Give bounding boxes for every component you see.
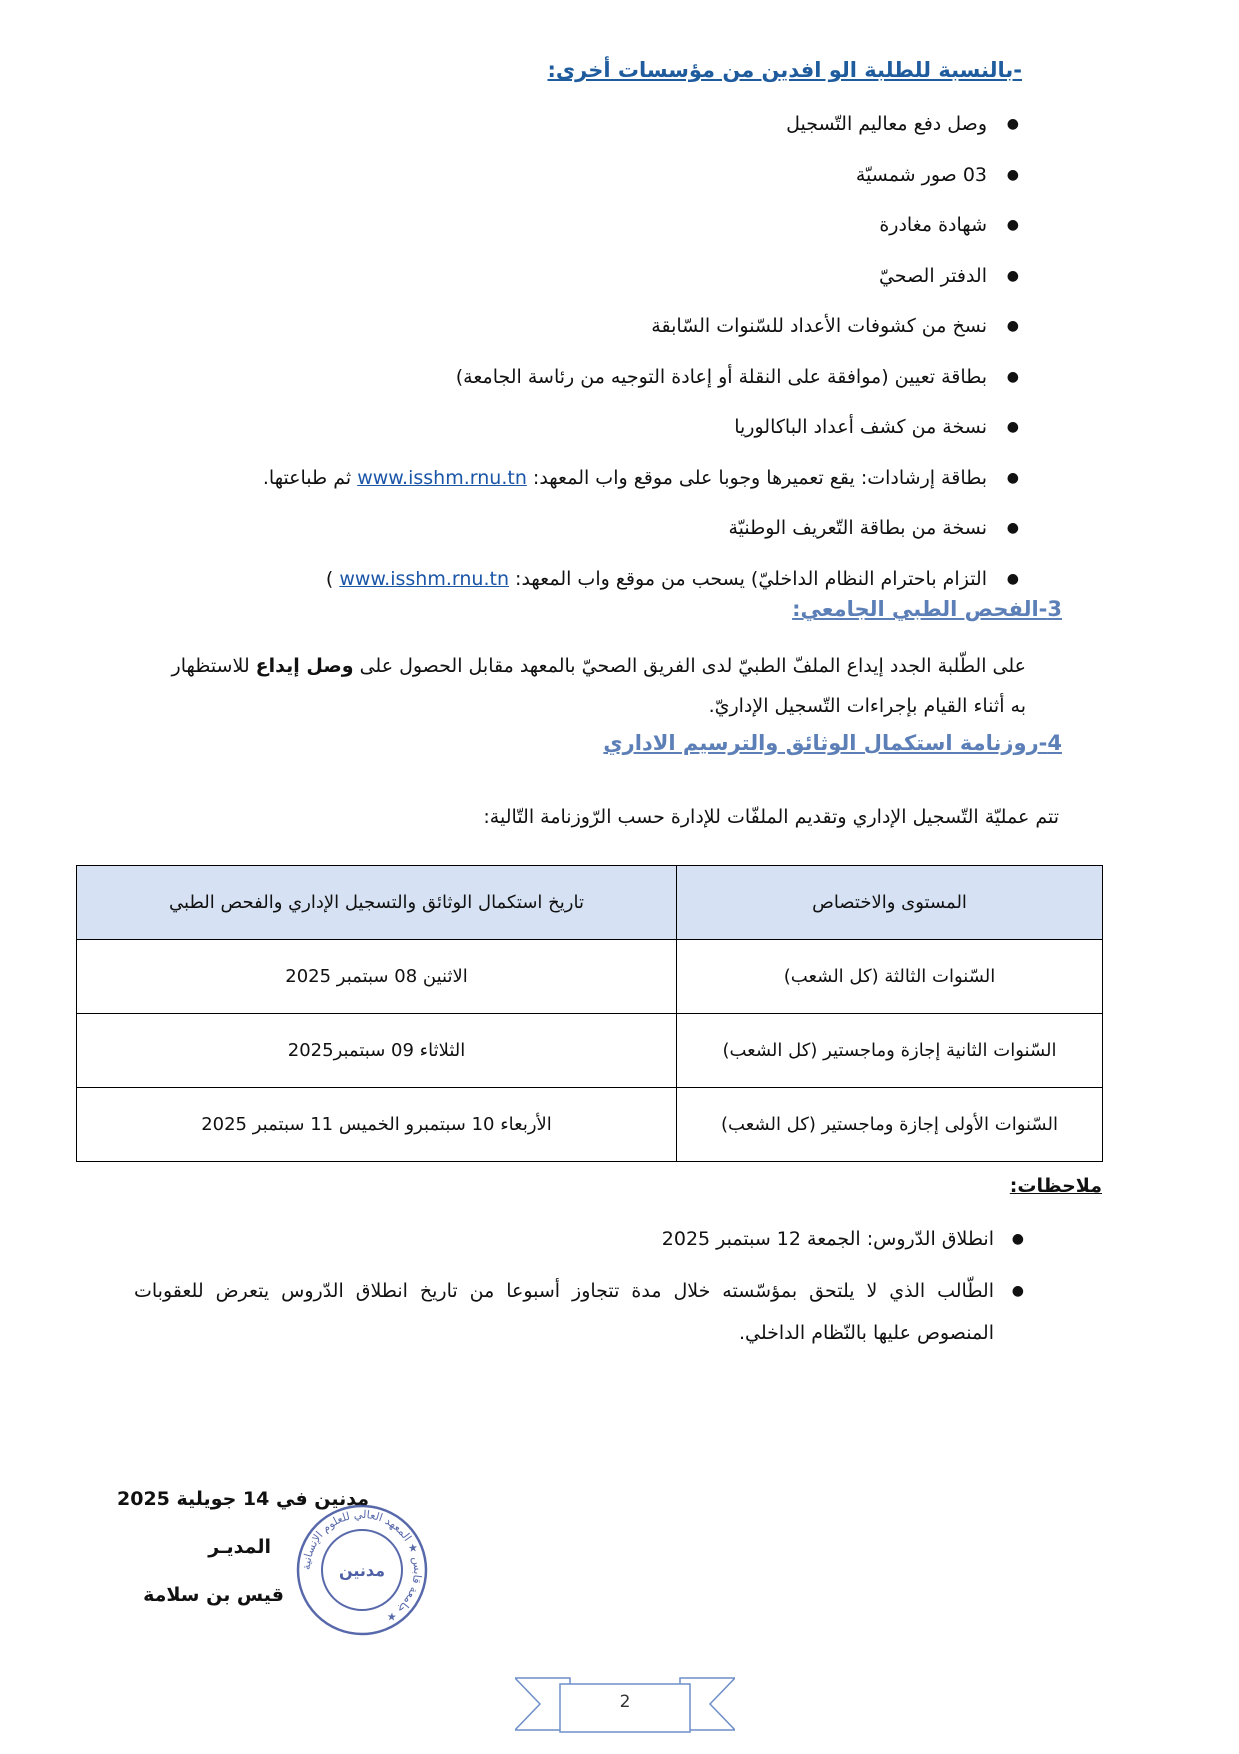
guidance-text: بطاقة إرشادات: يقع تعميرها وجوبا على موقع واب المعهد: [532, 466, 987, 489]
column-header-date: تاريخ استكمال الوثائق والتسجيل الإداري والفحص الطبي [77, 866, 677, 940]
rules-website-link[interactable]: www.isshm.rnu.tn [339, 567, 509, 590]
list-item-guidance [199, 462, 1019, 513]
stamp-center-text: مدنين [338, 1561, 386, 1580]
rules-suffix: ) [325, 567, 334, 590]
stamp-ring-text: جامعة قابس ★ المعهد العالي للعلوم الإنسانية ★ [299, 1507, 425, 1625]
medical-exam-heading: 3-الفحص الطبي الجامعي: [792, 597, 1062, 621]
schedule-table [76, 865, 1103, 1162]
list-item: ● نسخ من كشوفات الأعداد للسّنوات السّابقة [199, 310, 1019, 361]
notes-title: ملاحظات: [1009, 1175, 1102, 1197]
list-item: ● انطلاق الدّروس: الجمعة 12 سبتمبر 2025 [134, 1218, 1024, 1260]
table-header-row [77, 866, 1103, 940]
table-cell: السّنوات الأولى إجازة وماجستير (كل الشعب) [677, 1088, 1103, 1162]
table-cell: الأربعاء 10 سبتمبرو الخميس 11 سبتمبر 2025 [77, 1088, 677, 1162]
list-item: ● بطاقة تعيين (موافقة على النقلة أو إعادة التوجيه من رئاسة الجامعة) [199, 361, 1019, 412]
list-item: ● شهادة مغادرة [199, 209, 1019, 260]
institute-website-link[interactable]: www.isshm.rnu.tn [357, 466, 527, 489]
signature-name: قيس بن سلامة [143, 1584, 284, 1606]
table-cell: السّنوات الثالثة (كل الشعب) [677, 940, 1103, 1014]
transfer-students-heading: -بالنسبة للطلبة الو افدين من مؤسسات أخرى: [547, 58, 1022, 82]
medical-exam-paragraph [156, 646, 1026, 726]
signature-role: المديـر [208, 1536, 271, 1558]
guidance-suffix: ثم طباعتها. [262, 466, 352, 489]
table-row [77, 1014, 1103, 1088]
schedule-heading: 4-روزنامة استكمال الوثائق والترسيم الاداري [603, 731, 1062, 755]
list-item: ● نسخة من بطاقة التّعريف الوطنيّة [199, 512, 1019, 563]
table-cell: الاثنين 08 سبتمبر 2025 [77, 940, 677, 1014]
required-documents-list [199, 108, 1019, 613]
schedule-intro: تتم عمليّة التّسجيل الإداري وتقديم الملفّات للإدارة حسب الرّوزنامة التّالية: [483, 806, 1059, 828]
list-item: ● نسخة من كشف أعداد الباكالوريا [199, 411, 1019, 462]
notes-list [134, 1218, 1024, 1364]
table-cell: الثلاثاء 09 سبتمبر2025 [77, 1014, 677, 1088]
page-footer [515, 1670, 735, 1740]
medical-text-a: على الطّلبة الجدد إيداع الملفّ الطبيّ لدى الفريق الصحيّ بالمعهد مقابل الحصول على [359, 655, 1026, 677]
signature-date: مدنين في 14 جويلية 2025 [117, 1488, 369, 1510]
list-item: ● وصل دفع معاليم التّسجيل [199, 108, 1019, 159]
list-item: ● الدفتر الصحيّ [199, 260, 1019, 311]
medical-text-bold: وصل إيداع [255, 655, 354, 677]
table-row [77, 940, 1103, 1014]
rules-text: التزام باحترام النظام الداخليّ) يسحب من موقع واب المعهد: [515, 567, 987, 590]
medical-text-b: للاستظهار به أثناء القيام بإجراءات التّسجيل الإداريّ. [171, 655, 1026, 717]
list-item: ● الطّالب الذي لا يلتحق بمؤسّسته خلال مدة تتجاوز أسبوعا من تاريخ انطلاق الدّروس يتعرض للعقوبات المنصوص عليها بالنّظام الداخلي. [134, 1270, 1024, 1354]
table-row [77, 1088, 1103, 1162]
table-cell: السّنوات الثانية إجازة وماجستير (كل الشعب) [677, 1014, 1103, 1088]
column-header-level: المستوى والاختصاص [677, 866, 1103, 940]
institution-stamp-icon [292, 1500, 432, 1640]
page-number: 2 [619, 1692, 631, 1712]
list-item: ● 03 صور شمسيّة [199, 159, 1019, 210]
